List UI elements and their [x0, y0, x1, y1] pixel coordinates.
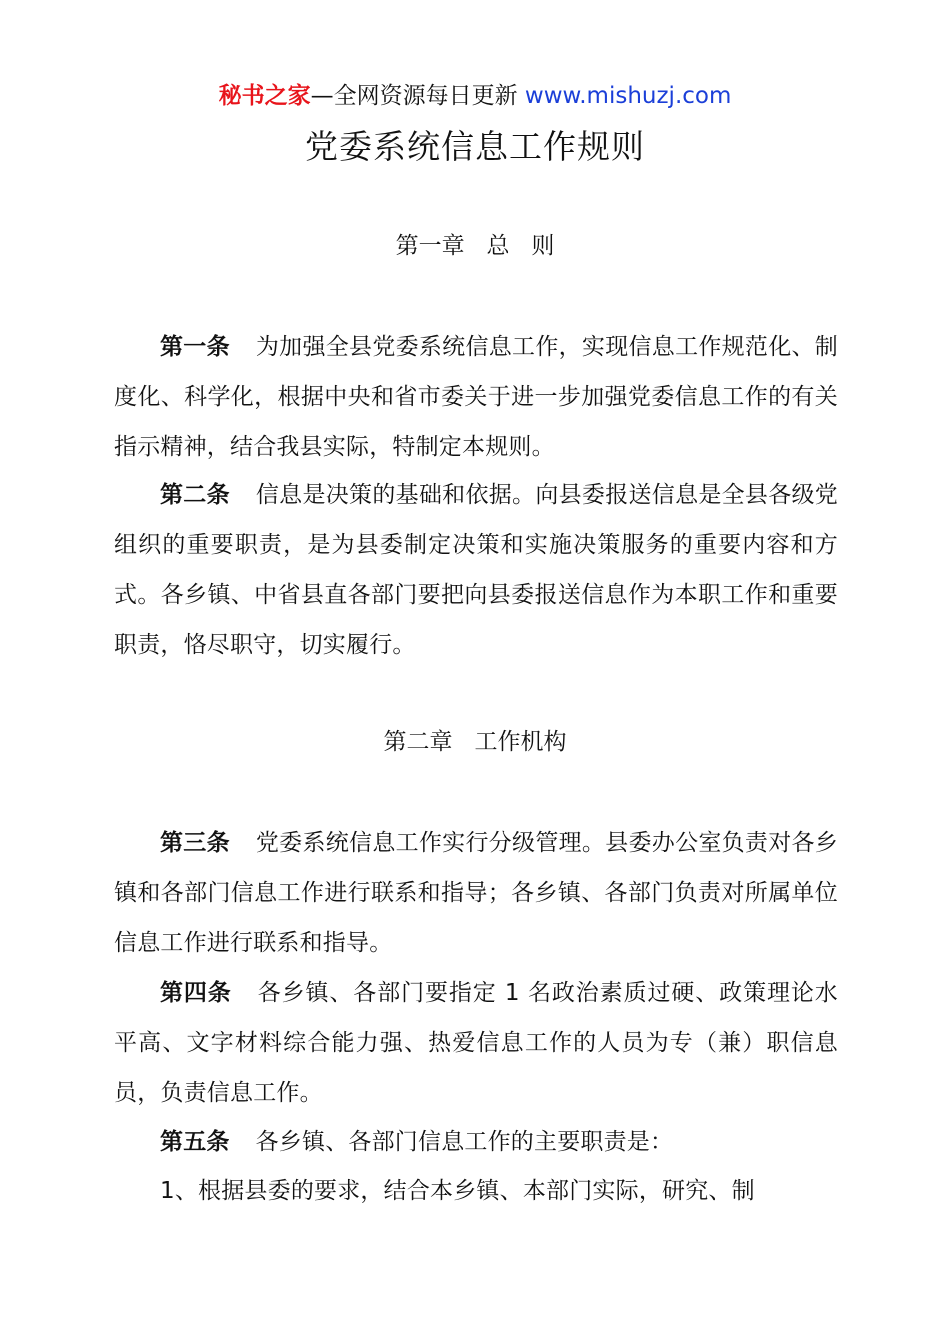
- site-url-link[interactable]: www.mishuzj.com: [524, 83, 732, 109]
- document-title: 党委系统信息工作规则: [305, 127, 645, 166]
- chapter-1-heading: 第一章 总 则: [395, 233, 555, 259]
- article-3-paragraph: [114, 818, 838, 968]
- site-header: [0, 80, 950, 112]
- header-tagline: —全网资源每日更新: [310, 83, 525, 109]
- article-4-label: 第四条: [160, 980, 232, 1006]
- brand-name: 秘书之家: [218, 83, 311, 109]
- article-4-paragraph: [114, 968, 838, 1118]
- article-5-paragraph: [114, 1117, 838, 1167]
- article-4-text: 各乡镇、各部门要指定 1 名政治素质过硬、政策理论水平高、文字材料综合能力强、热爱信息工作的人员为专（兼）职信息员，负责信息工作。: [114, 980, 838, 1106]
- list-item-1: 1、根据县委的要求，结合本乡镇、本部门实际，研究、制: [160, 1178, 755, 1204]
- article-1-paragraph: [114, 322, 838, 472]
- article-5-text: 各乡镇、各部门信息工作的主要职责是：: [255, 1129, 674, 1155]
- article-2-label: 第二条: [160, 482, 230, 508]
- article-3-label: 第三条: [160, 830, 230, 856]
- article-2-text: 信息是决策的基础和依据。向县委报送信息是全县各级党组织的重要职责，是为县委制定决策和实施决策服务的重要内容和方式。各乡镇、中省县直各部门要把向县委报送信息作为本职工作和重要职责，恪尽职守，切实履行。: [114, 482, 838, 658]
- article-3-text: 党委系统信息工作实行分级管理。县委办公室负责对各乡镇和各部门信息工作进行联系和指导；各乡镇、各部门负责对所属单位信息工作进行联系和指导。: [114, 830, 838, 956]
- chapter-2-heading: 第二章 工作机构: [383, 729, 567, 755]
- article-1-text: 为加强全县党委系统信息工作，实现信息工作规范化、制度化、科学化，根据中央和省市委关于进一步加强党委信息工作的有关指示精神，结合我县实际，特制定本规则。: [114, 334, 838, 460]
- article-5-label: 第五条: [160, 1129, 230, 1155]
- article-2-paragraph: [114, 470, 838, 670]
- article-1-label: 第一条: [160, 334, 230, 360]
